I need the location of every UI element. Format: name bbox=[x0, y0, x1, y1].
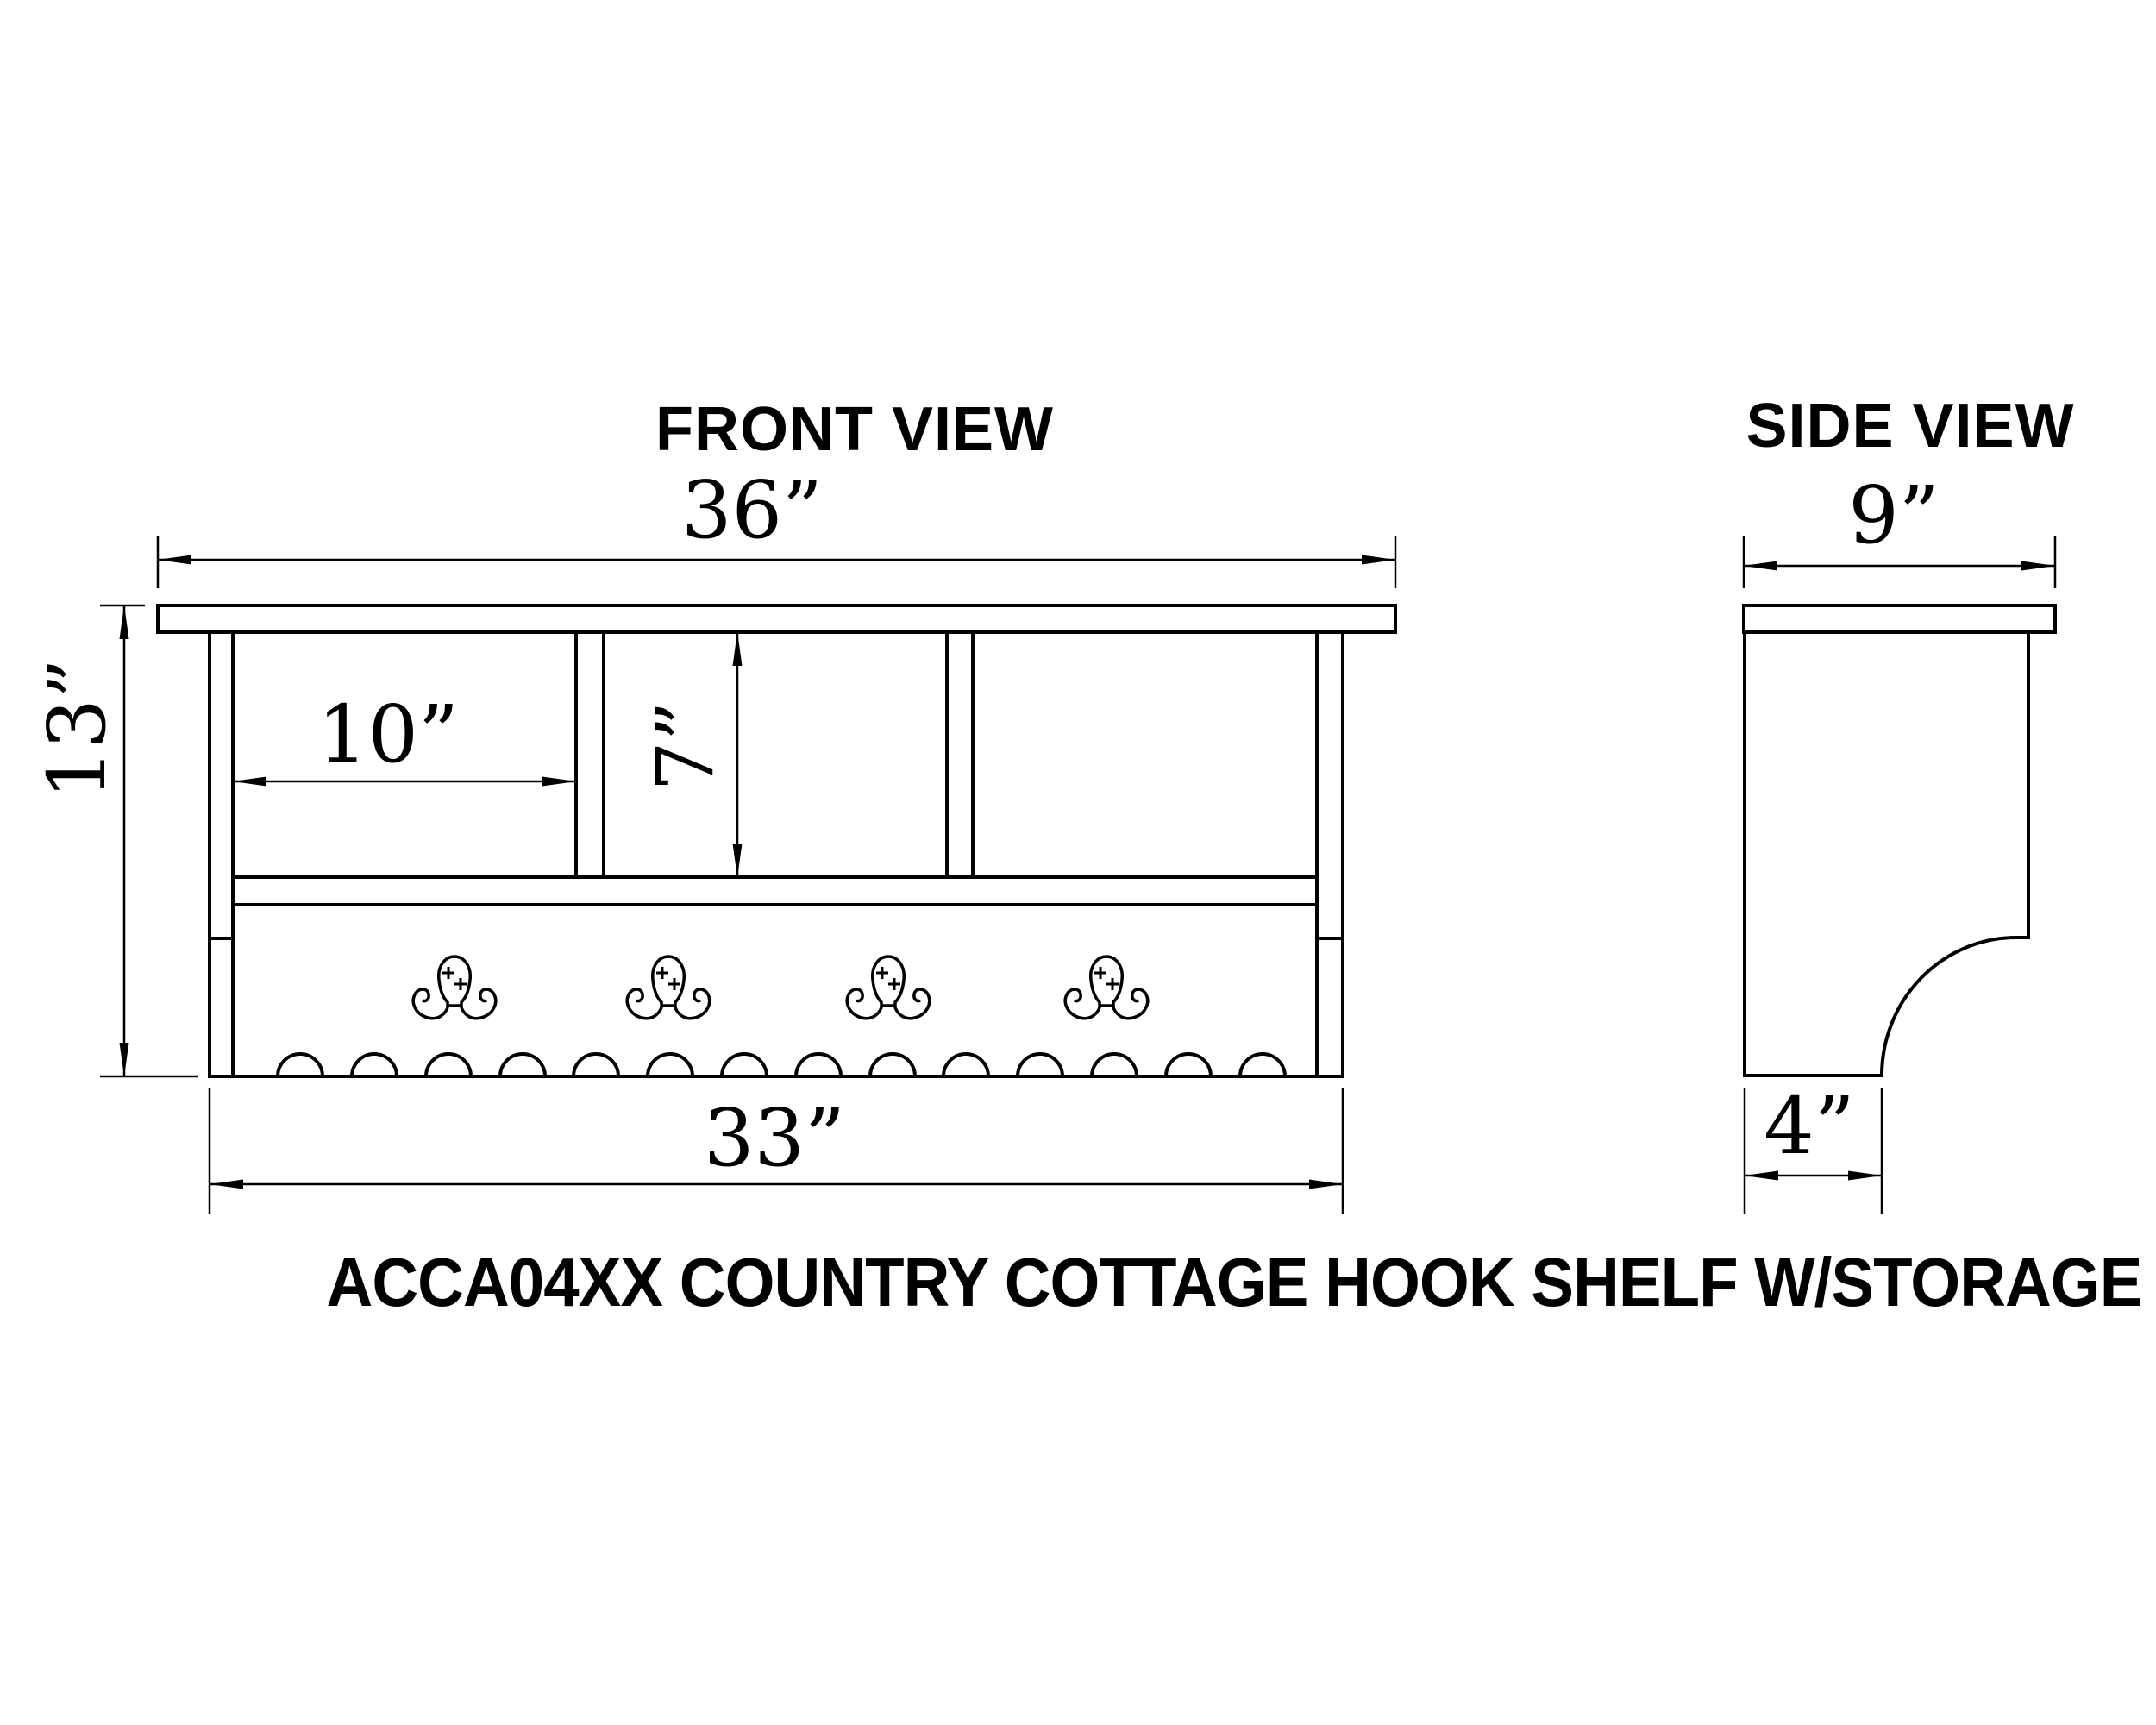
front-view bbox=[158, 605, 1395, 1076]
dim-7-label: 7” bbox=[639, 700, 731, 792]
dim-9-label: 9” bbox=[1848, 469, 1940, 561]
double-hook-2 bbox=[627, 957, 709, 1019]
dim-36-label: 36” bbox=[680, 464, 824, 556]
front-left-stile bbox=[210, 632, 233, 1076]
double-hook-1 bbox=[413, 957, 495, 1019]
side-view-title: SIDE VIEW bbox=[1745, 392, 2075, 461]
double-hook-4 bbox=[1065, 957, 1147, 1019]
double-hook-3 bbox=[847, 957, 929, 1019]
dim-13-label: 13” bbox=[31, 657, 123, 800]
dim-33-label: 33” bbox=[703, 1092, 846, 1184]
dim-4-label: 4” bbox=[1764, 1080, 1855, 1172]
front-divider-2 bbox=[947, 632, 973, 877]
drawing-caption: ACCA04XX COUNTRY COTTAGE HOOK SHELF W/STORAGE bbox=[326, 1244, 2142, 1320]
front-cubby-floor bbox=[233, 877, 1317, 905]
front-view-title: FRONT VIEW bbox=[655, 395, 1054, 464]
front-divider-1 bbox=[576, 632, 604, 877]
side-top-board bbox=[1744, 605, 2055, 632]
side-bracket-panel bbox=[1745, 632, 2028, 1076]
front-right-stile bbox=[1317, 632, 1343, 1076]
front-scallop-trim bbox=[278, 1054, 1285, 1076]
dim-10-label: 10” bbox=[317, 688, 460, 781]
front-top-board bbox=[158, 605, 1395, 632]
side-view bbox=[1744, 605, 2055, 1076]
